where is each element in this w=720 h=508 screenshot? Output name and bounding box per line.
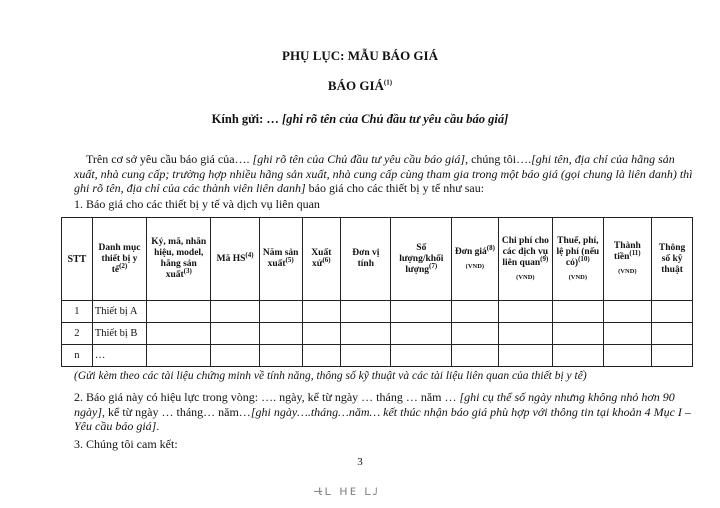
intro-paragraph: Trên cơ sở yêu cầu báo giá của…. [ghi rõ tên của Chủ đầu tư yêu cầu báo giá], chúng tôi….[ghi tên, địa chỉ của hãng sản xuất, nhà cung cấp; trường hợp nhiều hãng sản xuất, nhà cung cấp cùng tham gia trong một báo giá (gọi chung là liên danh) thì ghi rõ tên, địa chỉ của các thành viên liên danh] báo giá cho các thiết bị y tế như sau: (74, 152, 693, 195)
appendix-title: PHỤ LỤC: MẪU BÁO GIÁ (282, 48, 438, 63)
col-header-specs: Thông số kỹ thuật (652, 218, 693, 301)
col-header-quantity: Số lượng/khối lượng$^{(7)}$ (391, 218, 452, 301)
col-header-tax-fee: Thuế, phí, lệ phí (nếu có)$^{(10)}$ (VND) (553, 218, 603, 301)
form-title: BÁO GIÁ$^{(1)}$ (327, 78, 393, 93)
attachment-note: (Gửi kèm theo các tài liệu chứng minh về tính năng, thông số kỹ thuật và các tài liệu liên quan của thiết bị y tế) (74, 370, 587, 382)
col-header-unit: Đơn vị tính (341, 218, 391, 301)
cell-stt: 1 (62, 301, 93, 323)
cell-item: … (92, 345, 146, 367)
table-row (62, 345, 693, 367)
col-header-hs-code: Mã HS$^{(4)}$ (211, 218, 259, 301)
cell-stt: 2 (62, 323, 93, 345)
page-number: 3 (357, 456, 363, 468)
col-header-unit-price: Đơn giá$^{(8)}$ (VND) (452, 218, 498, 301)
col-header-device-list: Danh mục thiết bị y tế$^{(2)}$ (92, 218, 146, 301)
greeting-note: [ghi rõ tên của Chủ đầu tư yêu cầu báo giá] (282, 112, 509, 126)
table-row (62, 323, 693, 345)
section-1-heading: 1. Báo giá cho các thiết bị y tế và dịch vụ liên quan (74, 197, 320, 211)
section-3-heading: 3. Chúng tôi cam kết: (74, 437, 178, 451)
greeting-label: Kính gửi: … (211, 112, 279, 126)
cell-stt: n (62, 345, 93, 367)
col-header-total: Thành tiền$^{(11)}$ (VND) (603, 218, 652, 301)
cell-item: Thiết bị B (92, 323, 146, 345)
cell-item: Thiết bị A (92, 301, 146, 323)
greeting-line (0, 112, 720, 127)
col-header-year: Năm sản xuất$^{(5)}$ (259, 218, 302, 301)
table-row (62, 301, 693, 323)
scan-stamp: ɩ̶ʟ ʜᴇ ʟᴊ (318, 484, 380, 499)
col-header-stt: STT (62, 218, 93, 301)
col-header-origin: Xuất xứ$^{(6)}$ (302, 218, 341, 301)
validity-paragraph: 2. Báo giá này có hiệu lực trong vòng: …. ngày, kể từ ngày … tháng … năm … [ghi cụ thể số ngày nhưng không nhỏ hơn 90 ngày], kể từ ngày … tháng… năm…[ghi ngày….tháng…năm… kết thúc nhận báo giá phù hợp với thông tin tại khoản 4 Mục I – Yêu cầu báo giá]. (74, 390, 691, 433)
col-header-service-cost: Chi phí cho các dịch vụ liên quan$^{(9)}$ (VND) (498, 218, 552, 301)
table-header-row (62, 218, 693, 301)
col-header-brand-model: Ký, mã, nhãn hiệu, model, hãng sản xuất$^{(3)}$ (147, 218, 211, 301)
quote-table (61, 217, 693, 367)
